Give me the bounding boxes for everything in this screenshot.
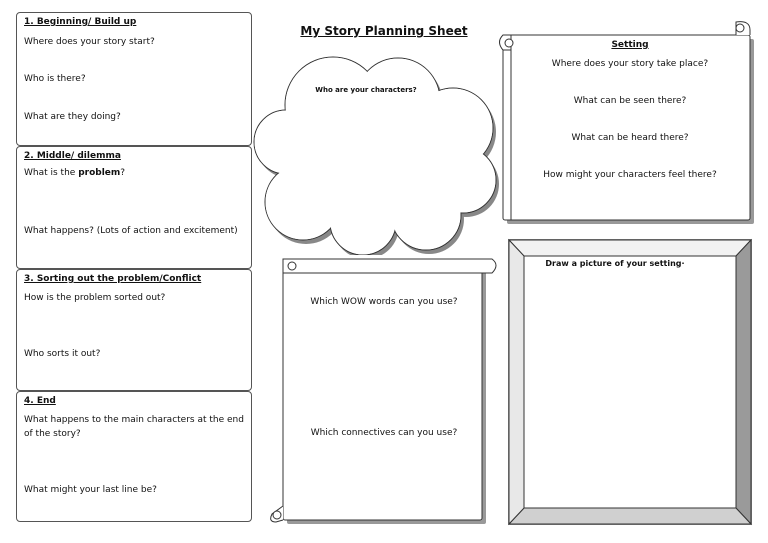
section-heading: 1. Beginning/ Build up (24, 17, 137, 27)
section-heading: 2. Middle/ dilemma (24, 151, 121, 161)
wow-words-prompt: Which WOW words can you use? (310, 297, 458, 307)
setting-heading: Setting (611, 40, 649, 50)
question: Who is there? (24, 74, 86, 84)
question: How is the problem sorted out? (24, 293, 166, 303)
cloud-shape (248, 50, 504, 255)
section-heading: 3. Sorting out the problem/Conflict (24, 274, 202, 284)
question: What might your last line be? (24, 485, 157, 495)
setting-question: How might your characters feel there? (543, 170, 717, 180)
picture-prompt: Draw a picture of your setting· (545, 259, 685, 268)
question: What are they doing? (24, 112, 121, 122)
question: Who sorts it out? (24, 349, 101, 359)
page-title: My Story Planning Sheet (300, 24, 468, 38)
section-heading: 4. End (24, 396, 56, 406)
section-end (16, 391, 252, 522)
section-middle (16, 146, 252, 269)
setting-question: What can be seen there? (573, 96, 687, 106)
section-sorting (16, 269, 252, 391)
section-beginning (16, 12, 252, 146)
connectives-prompt: Which connectives can you use? (310, 428, 458, 438)
cloud-prompt: Who are your characters? (315, 86, 417, 94)
question: Where does your story start? (24, 37, 155, 47)
picture-frame (508, 238, 754, 526)
question: What happens to the main characters at the end of the story? (24, 415, 244, 439)
question: What happens? (Lots of action and excitement) (24, 226, 238, 236)
setting-question: Where does your story take place? (551, 59, 709, 69)
setting-question: What can be heard there? (571, 133, 689, 143)
question: What is the problem? (24, 168, 126, 178)
